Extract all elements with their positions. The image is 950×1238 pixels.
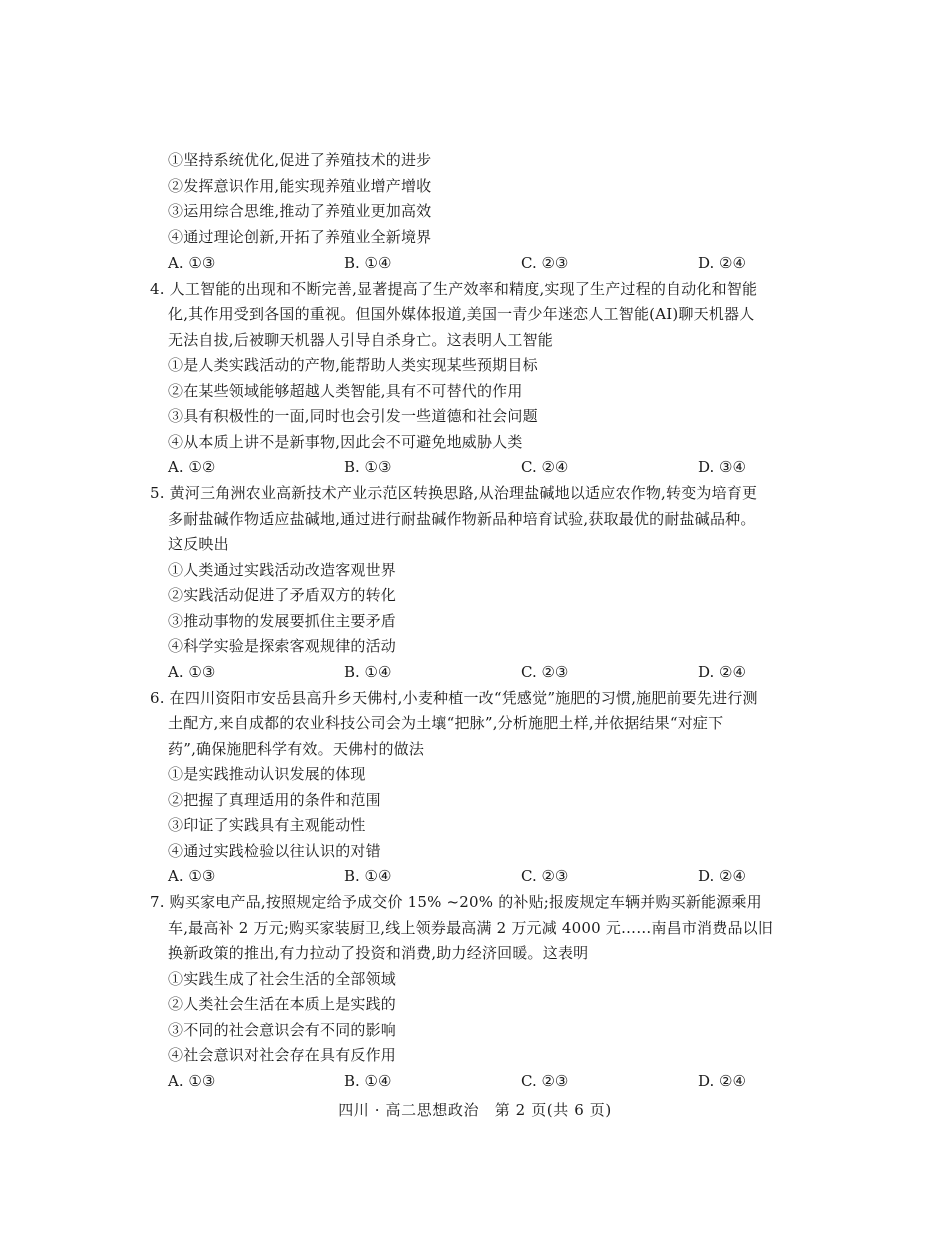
q4-choice-b: B. ①③ — [344, 458, 392, 476]
q6-stem-line-3: 药”,确保施肥科学有效。天佛村的做法 — [168, 740, 425, 758]
q4-choice-a: A. ①② — [168, 458, 216, 476]
q7-option-3: ③不同的社会意识会有不同的影响 — [168, 1021, 397, 1039]
q7-option-4: ④社会意识对社会存在具有反作用 — [168, 1046, 397, 1064]
q6-choice-c: C. ②③ — [521, 867, 569, 885]
q7-stem-line-2: 车,最高补 2 万元;购买家装厨卫,线上领券最高满 2 万元减 4000 元……南昌市消费品以旧 — [168, 919, 774, 937]
q4-option-2: ②在某些领域能够超越人类智能,具有不可替代的作用 — [168, 382, 523, 400]
q5-choice-d: D. ②④ — [698, 663, 746, 681]
q5-choice-c: C. ②③ — [521, 663, 569, 681]
q5-choices — [168, 663, 808, 681]
q3-choices — [168, 254, 808, 272]
q7-stem-line-1: 7. 购买家电产品,按照规定给予成交价 15% ~20% 的补贴;报废规定车辆并购买新能源乘用 — [150, 893, 762, 911]
q7-choice-c: C. ②③ — [521, 1072, 569, 1090]
q3-option-1: ①坚持系统优化,促进了养殖技术的进步 — [168, 151, 432, 169]
q4-stem-line-2: 化,其作用受到各国的重视。但国外媒体报道,美国一青少年迷恋人工智能(AI)聊天机器人 — [168, 305, 755, 323]
q4-stem-line-3: 无法自拔,后被聊天机器人引导自杀身亡。这表明人工智能 — [168, 331, 553, 349]
q6-option-1: ①是实践推动认识发展的体现 — [168, 765, 366, 783]
q6-option-3: ③印证了实践具有主观能动性 — [168, 816, 366, 834]
q5-choice-a: A. ①③ — [168, 663, 216, 681]
q6-stem-line-2: 土配方,来自成都的农业科技公司会为土壤“把脉”,分析施肥土样,并依据结果“对症下 — [168, 714, 724, 732]
q4-option-4: ④从本质上讲不是新事物,因此会不可避免地威胁人类 — [168, 433, 523, 451]
q5-option-2: ②实践活动促进了矛盾双方的转化 — [168, 586, 397, 604]
q6-choice-b: B. ①④ — [344, 867, 392, 885]
q7-choice-b: B. ①④ — [344, 1072, 392, 1090]
q3-choice-c: C. ②③ — [521, 254, 569, 272]
q4-stem-line-1: 4. 人工智能的出现和不断完善,显著提高了生产效率和精度,实现了生产过程的自动化和智能 — [150, 280, 758, 298]
page-footer: 四川 · 高二思想政治 第 2 页(共 6 页) — [338, 1101, 612, 1119]
q7-option-2: ②人类社会生活在本质上是实践的 — [168, 995, 397, 1013]
q3-option-2: ②发挥意识作用,能实现养殖业增产增收 — [168, 177, 432, 195]
q4-choice-c: C. ②④ — [521, 458, 569, 476]
q7-choices — [168, 1072, 808, 1090]
q4-option-3: ③具有积极性的一面,同时也会引发一些道德和社会问题 — [168, 407, 538, 425]
q6-stem-line-1: 6. 在四川资阳市安岳县高升乡天佛村,小麦种植一改“凭感觉”施肥的习惯,施肥前要先进行测 — [150, 689, 758, 707]
q5-option-1: ①人类通过实践活动改造客观世界 — [168, 561, 397, 579]
q3-option-3: ③运用综合思维,推动了养殖业更加高效 — [168, 202, 432, 220]
q5-option-3: ③推动事物的发展要抓住主要矛盾 — [168, 612, 397, 630]
q4-choices — [168, 458, 808, 476]
q7-stem-line-3: 换新政策的推出,有力拉动了投资和消费,助力经济回暖。这表明 — [168, 944, 589, 962]
q7-choice-a: A. ①③ — [168, 1072, 216, 1090]
q3-choice-a: A. ①③ — [168, 254, 216, 272]
q6-choice-d: D. ②④ — [698, 867, 746, 885]
q5-stem-line-3: 这反映出 — [168, 535, 229, 553]
q3-choice-d: D. ②④ — [698, 254, 746, 272]
q7-option-1: ①实践生成了社会生活的全部领域 — [168, 970, 397, 988]
q4-choice-d: D. ③④ — [698, 458, 746, 476]
q4-option-1: ①是人类实践活动的产物,能帮助人类实现某些预期目标 — [168, 356, 538, 374]
q6-choices — [168, 867, 808, 885]
q5-stem-line-1: 5. 黄河三角洲农业高新技术产业示范区转换思路,从治理盐碱地以适应农作物,转变为培育更 — [150, 484, 758, 502]
q5-option-4: ④科学实验是探索客观规律的活动 — [168, 637, 397, 655]
q3-option-4: ④通过理论创新,开拓了养殖业全新境界 — [168, 228, 432, 246]
q3-choice-b: B. ①④ — [344, 254, 392, 272]
q6-option-2: ②把握了真理适用的条件和范围 — [168, 791, 381, 809]
q6-choice-a: A. ①③ — [168, 867, 216, 885]
q5-choice-b: B. ①④ — [344, 663, 392, 681]
q5-stem-line-2: 多耐盐碱作物适应盐碱地,通过进行耐盐碱作物新品种培育试验,获取最优的耐盐碱品种。 — [168, 510, 756, 528]
q7-choice-d: D. ②④ — [698, 1072, 746, 1090]
q6-option-4: ④通过实践检验以往认识的对错 — [168, 842, 381, 860]
